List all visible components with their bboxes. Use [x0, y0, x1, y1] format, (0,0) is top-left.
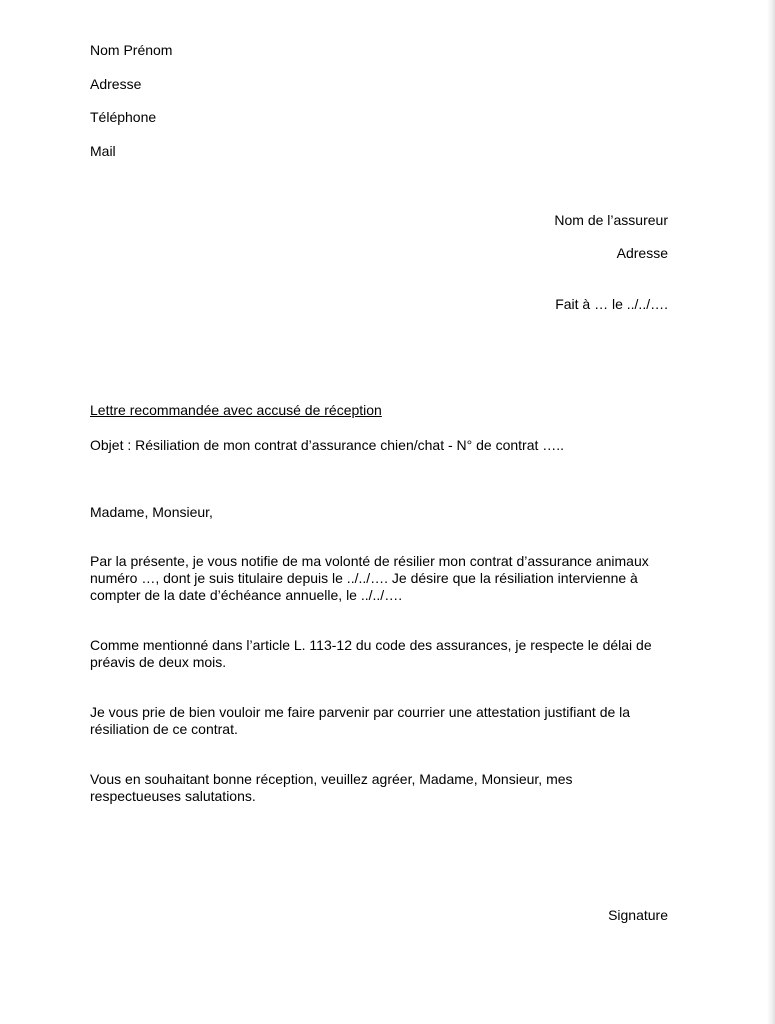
salutation: Madame, Monsieur, — [90, 504, 213, 520]
sender-address: Adresse — [90, 76, 142, 92]
paragraph-line: respectueuses salutations. — [90, 788, 256, 804]
paragraph-line: compter de la date d’échéance annuelle, le ../../…. — [90, 587, 403, 603]
page-edge-shadow — [767, 0, 775, 1024]
paragraph-legal-notice — [90, 637, 680, 671]
paragraph-attestation-request — [90, 704, 680, 738]
paragraph-line: Je vous prie de bien vouloir me faire parvenir par courrier une attestation justifiant de la — [90, 704, 631, 720]
paragraph-line: numéro …, dont je suis titulaire depuis le ../../…. Je désire que la résiliation intervienne à — [90, 570, 638, 586]
subject-line: Objet : Résiliation de mon contrat d’assurance chien/chat - N° de contrat ….. — [90, 437, 565, 453]
recipient-address: Adresse — [616, 245, 668, 261]
paragraph-line: Par la présente, je vous notifie de ma volonté de résilier mon contrat d’assurance animaux — [90, 553, 649, 569]
paragraph-termination-notice — [90, 553, 680, 604]
paragraph-line: Comme mentionné dans l’article L. 113-12 du code des assurances, je respecte le délai de — [90, 637, 652, 653]
place-date: Fait à … le ../../…. — [555, 296, 668, 312]
recipient-insurer: Nom de l’assureur — [554, 212, 668, 228]
paragraph-closing — [90, 771, 680, 805]
sender-mail: Mail — [90, 143, 116, 159]
mail-type: Lettre recommandée avec accusé de réception — [90, 402, 382, 418]
signature-label: Signature — [608, 907, 668, 923]
sender-name: Nom Prénom — [90, 42, 173, 58]
paragraph-line: résiliation de ce contrat. — [90, 721, 238, 737]
paragraph-line: Vous en souhaitant bonne réception, veuillez agréer, Madame, Monsieur, mes — [90, 771, 573, 787]
paragraph-line: préavis de deux mois. — [90, 654, 227, 670]
sender-phone: Téléphone — [90, 109, 157, 125]
